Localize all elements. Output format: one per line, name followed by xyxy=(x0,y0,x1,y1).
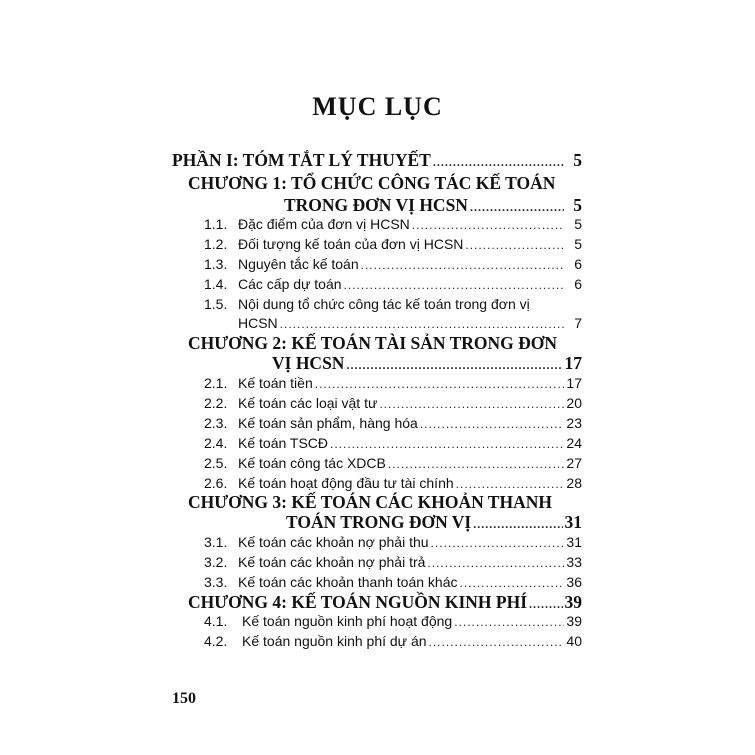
toc-entry-page: 5 xyxy=(573,195,582,215)
dot-leader xyxy=(346,358,562,373)
dot-leader xyxy=(433,155,564,170)
section-number: 2.5. xyxy=(204,455,228,471)
toc-entry-page: 5 xyxy=(574,216,582,232)
toc-entry-text: Kế toán các khoản nợ phải thu xyxy=(238,534,429,550)
toc-entry-text: Các cấp dự toán xyxy=(238,276,342,292)
toc-entry-page: 39 xyxy=(564,592,582,612)
toc-entry-page: 17 xyxy=(564,353,582,373)
section-number: 3.3. xyxy=(204,574,228,590)
toc-entry-page: 5 xyxy=(574,236,582,252)
section-number: 1.3. xyxy=(204,256,228,272)
toc-entry-page: 31 xyxy=(564,512,582,532)
toc-entry-1-2 xyxy=(204,236,582,252)
toc-entry-text: Kế toán các loại vật tư xyxy=(238,395,378,411)
toc-entry-chapter-3-line1: CHƯƠNG 3: KẾ TOÁN CÁC KHOẢN THANH xyxy=(188,492,552,512)
toc-entry-chapter-1 xyxy=(284,195,582,216)
dot-leader xyxy=(330,437,564,451)
toc-entry-2-6 xyxy=(204,475,582,491)
toc-entry-chapter-1-line1: CHƯƠNG 1: TỔ CHỨC CÔNG TÁC KẾ TOÁN xyxy=(188,173,556,193)
section-number: 3.2. xyxy=(204,554,228,570)
toc-entry-chapter-3 xyxy=(286,512,582,533)
toc-entry-page: 36 xyxy=(566,574,582,590)
toc-entry-chapter-2-line1: CHƯƠNG 2: KẾ TOÁN TÀI SẢN TRONG ĐƠN xyxy=(188,333,558,353)
section-number: 2.4. xyxy=(204,435,228,451)
toc-entry-text: VỊ HCSN xyxy=(272,353,345,373)
toc-entry-page: 6 xyxy=(574,276,582,292)
toc-entry-text: HCSN xyxy=(238,315,278,331)
section-number: 2.6. xyxy=(204,475,228,491)
section-number: 1.5. xyxy=(204,296,228,312)
toc-entry-text: Kế toán nguồn kinh phí hoạt động xyxy=(242,613,453,629)
toc-entry-text: PHẦN I: TÓM TẮT LÝ THUYẾT xyxy=(172,150,431,170)
page-number: 150 xyxy=(172,690,196,707)
toc-entry-chapter-4 xyxy=(188,592,582,613)
dot-leader xyxy=(460,576,565,590)
dot-leader xyxy=(456,477,564,491)
toc-entry-page: 39 xyxy=(566,613,582,629)
toc-entry-1-3 xyxy=(204,256,582,272)
dot-leader xyxy=(427,556,564,570)
dot-leader xyxy=(473,517,562,532)
toc-entry-text: Kế toán sản phẩm, hàng hóa xyxy=(238,415,418,431)
dot-leader xyxy=(529,597,562,612)
toc-entry-1-5-line1 xyxy=(204,296,530,312)
dot-leader xyxy=(388,457,564,471)
toc-entry-chapter-2 xyxy=(272,353,582,374)
toc-entry-text: Nội dung tổ chức công tác kế toán trong đơn vị xyxy=(238,296,530,312)
toc-entry-part-1 xyxy=(172,150,582,171)
toc-entry-2-4 xyxy=(204,435,582,451)
toc-entry-page: 5 xyxy=(573,150,582,170)
section-number: 4.2. xyxy=(204,633,228,649)
toc-entry-text: Kế toán công tác XDCB xyxy=(238,455,386,471)
section-number: 2.3. xyxy=(204,415,228,431)
toc-entry-2-5 xyxy=(204,455,582,471)
toc-entry-1-4 xyxy=(204,276,582,292)
toc-entry-page: 7 xyxy=(574,315,582,331)
toc-entry-text: Kế toán tiền xyxy=(238,375,313,391)
toc-entry-4-1 xyxy=(204,613,582,629)
toc-entry-page: 24 xyxy=(566,435,582,451)
toc-entry-1-1 xyxy=(204,216,582,232)
toc-entry-text: Đối tượng kế toán của đơn vị HCSN xyxy=(238,236,464,252)
toc-entry-page: 20 xyxy=(566,395,582,411)
dot-leader xyxy=(361,258,564,272)
section-number: 4.1. xyxy=(204,613,228,629)
toc-entry-2-1 xyxy=(204,375,582,391)
toc-entry-text: Kế toán hoạt động đầu tư tài chính xyxy=(238,475,454,491)
dot-leader xyxy=(465,238,564,252)
toc-entry-page: 31 xyxy=(566,534,582,550)
dot-leader xyxy=(379,397,564,411)
section-number: 2.1. xyxy=(204,375,228,391)
toc-entry-1-5 xyxy=(238,315,582,331)
toc-entry-page: 27 xyxy=(566,455,582,471)
toc-entry-page: 23 xyxy=(566,415,582,431)
dot-leader xyxy=(412,218,564,232)
toc-entry-page: 40 xyxy=(566,633,582,649)
dot-leader xyxy=(344,278,564,292)
toc-entry-text: Đặc điểm của đơn vị HCSN xyxy=(238,216,410,232)
toc-entry-page: 28 xyxy=(566,475,582,491)
toc-title: MỤC LỤC xyxy=(312,92,443,121)
toc-entry-page: 6 xyxy=(574,256,582,272)
section-number: 2.2. xyxy=(204,395,228,411)
toc-entry-text: Nguyên tắc kế toán xyxy=(238,256,359,272)
section-number: 3.1. xyxy=(204,534,228,550)
toc-entry-3-3 xyxy=(204,574,582,590)
section-number: 1.1. xyxy=(204,216,228,232)
toc-entry-text: TOÁN TRONG ĐƠN VỊ xyxy=(286,512,472,532)
toc-entry-text: Kế toán TSCĐ xyxy=(238,435,329,451)
dot-leader xyxy=(454,615,564,629)
toc-entry-2-2 xyxy=(204,395,582,411)
section-number: 1.2. xyxy=(204,236,228,252)
section-number: 1.4. xyxy=(204,276,228,292)
toc-entry-page: 33 xyxy=(566,554,582,570)
toc-entry-text: Kế toán các khoản nợ phải trả xyxy=(238,554,426,570)
toc-entry-3-1 xyxy=(204,534,582,550)
dot-leader xyxy=(470,200,564,215)
toc-entry-text: TRONG ĐƠN VỊ HCSN xyxy=(284,195,468,215)
dot-leader xyxy=(420,417,564,431)
dot-leader xyxy=(315,377,564,391)
dot-leader xyxy=(429,635,564,649)
dot-leader xyxy=(280,317,564,331)
dot-leader xyxy=(431,536,564,550)
toc-entry-2-3 xyxy=(204,415,582,431)
toc-entry-text: Kế toán các khoản thanh toán khác xyxy=(238,574,458,590)
toc-entry-3-2 xyxy=(204,554,582,570)
toc-entry-page: 17 xyxy=(566,375,582,391)
toc-entry-text: Kế toán nguồn kinh phí dự án xyxy=(242,633,427,649)
toc-entry-4-2 xyxy=(204,633,582,649)
toc-entry-text: CHƯƠNG 4: KẾ TOÁN NGUỒN KINH PHÍ xyxy=(188,592,528,612)
